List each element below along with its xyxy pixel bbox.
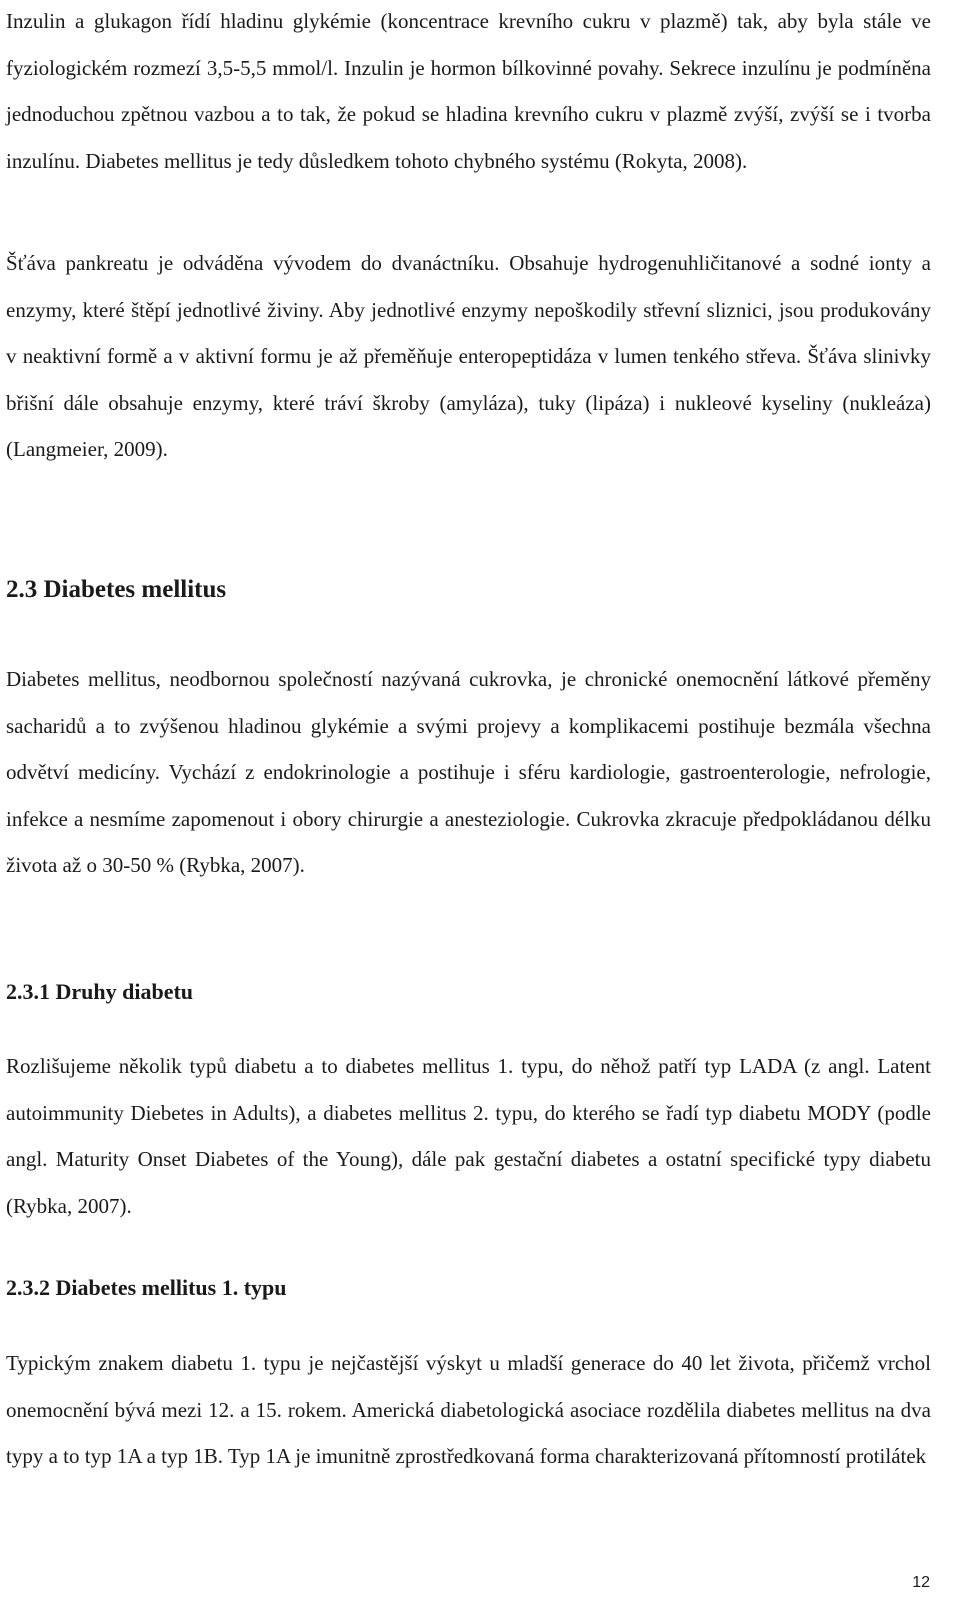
paragraph-diabetes-type-1: Typickým znakem diabetu 1. typu je nejčastější výskyt u mladší generace do 40 let života, přičemž vrchol onemocnění bývá mezi 12. a 15. rokem. Americká diabetologická asociace rozdělila diabetes mellitus na dva typy a to typ 1A a typ 1B. Typ 1A je imunitně zprostředkovaná forma charakterizovaná přítomností protilátek [6,1351,931,1468]
section-heading-2-3-2: 2.3.2 Diabetes mellitus 1. typu [6,1275,287,1300]
paragraph-pancreatic-juice: Šťáva pankreatu je odváděna vývodem do dvanáctníku. Obsahuje hydrogenuhličitanové a sodné ionty a enzymy, které štěpí jednotlivé živiny. Aby jednotlivé enzymy nepoškodily střevní sliznici, jsou produkovány v neaktivní formě a v aktivní formu je až přeměňuje enteropeptidáza v lumen tenkého střeva. Šťáva slinivky břišní dále obsahuje enzymy, které tráví škroby (amyláza), tuky (lipáza) i nukleové kyseliny (nukleáza) (Langmeier, 2009). [6,251,931,461]
section-heading-2-3-1: 2.3.1 Druhy diabetu [6,979,194,1004]
section-heading-2-3: 2.3 Diabetes mellitus [6,576,227,603]
paragraph-insulin-glucagon: Inzulin a glukagon řídí hladinu glykémie (koncentrace krevního cukru v plazmě) tak, aby byla stále ve fyziologickém rozmezí 3,5-5,5 mmol/l. Inzulin je hormon bílkovinné povahy. Sekrece inzulínu je podmíněna jednoduchou zpětnou vazbou a to tak, že pokud se hladina krevního cukru v plazmě zvýší, zvýší se i tvorba inzulínu. Diabetes mellitus je tedy důsledkem tohoto chybného systému (Rokyta, 2008). [6,9,931,173]
paragraph-diabetes-types: Rozlišujeme několik typů diabetu a to diabetes mellitus 1. typu, do něhož patří typ LADA (z angl. Latent autoimmunity Diebetes in Adults), a diabetes mellitus 2. typu, do kterého se řadí typ diabetu MODY (podle angl. Maturity Onset Diabetes of the Young), dále pak gestační diabetes a ostatní specifické typy diabetu (Rybka, 2007). [6,1054,931,1218]
page-number: 12 [912,1574,930,1591]
paragraph-diabetes-definition: Diabetes mellitus, neodbornou společností nazývaná cukrovka, je chronické onemocnění látkové přeměny sacharidů a to zvýšenou hladinou glykémie a svými projevy a komplikacemi postihuje bezmála všechna odvětví medicíny. Vychází z endokrinologie a postihuje i sféru kardiologie, gastroenterologie, nefrologie, infekce a nesmíme zapomenout i obory chirurgie a anesteziologie. Cukrovka zkracuje předpokládanou délku života až o 30-50 % (Rybka, 2007). [6,667,931,877]
